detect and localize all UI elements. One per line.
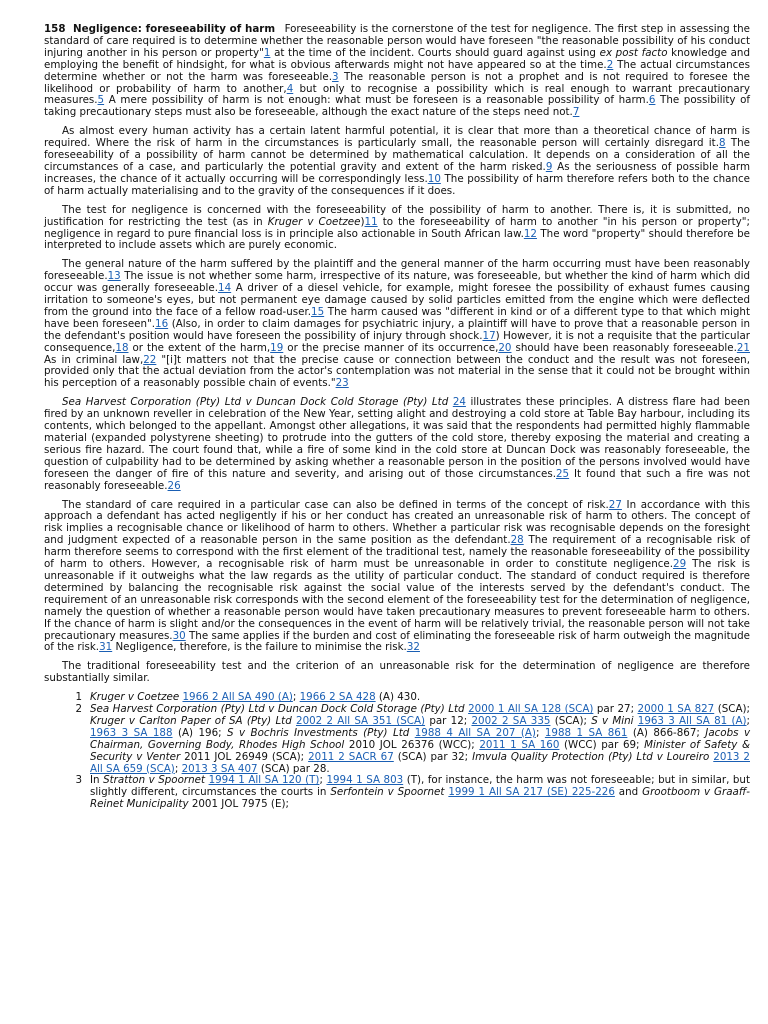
- text-run: (Also, in order to claim damages for psychiatric injury, a plaintiff will have to prove that a reasonable person in the defendant's position would have foreseen the possibility of injury through shock.: [44, 317, 750, 342]
- citation-link[interactable]: 2011 1 SA 160: [479, 738, 560, 751]
- text-run: or the precise manner of its occurrence,: [283, 341, 499, 354]
- footnote-item: [75, 703, 751, 775]
- text-run: ;: [535, 726, 545, 739]
- section-number: 158: [44, 23, 66, 35]
- footnote-list: [44, 692, 750, 811]
- document-page: [44, 24, 750, 811]
- text-run: The requirement of a recognisable risk of harm therefore seems to correspond with the first element of the traditional test, namely the reasonable foreseeability of the possibility of harm to others. However, a recognisable risk of harm must be unreasonable in order to constitute negligence.: [44, 534, 751, 571]
- text-run: The risk is unreasonable if it outweighs what the law regards as the utility of particular conduct. The standard of conduct required is therefore determined by balancing the recognisable risk against the social value of the interests served by the defendant's conduct. The requirement of an unreasonable risk corresponds with the second element of the foreseeability test for the determination of negligence, namely the question of whether a reasonable person would have taken precautionary measures to prevent foreseeable harm to others. If the chance of harm is slight and/or the consequences in the event of harm will be relatively trivial, the reasonable person will not take precautionary measures.: [44, 558, 750, 642]
- text-run: ;: [292, 691, 300, 704]
- text-run: Foreseeability is the cornerstone of the test for negligence. The first step in assessing the standard of care required is to determine whether the reasonable person would have foreseen "the reasonable possibility of his conduct injuring another in his person or property": [44, 23, 750, 59]
- text-run: 2010 JOL 26376 (WCC);: [344, 738, 480, 751]
- text-run: The foreseeability of a possibility of harm cannot be determined by mathematical calculation. It depends on a consideration of all the circumstances of a case, and particularly the potential gravity and extent of the harm risked.: [44, 137, 750, 173]
- footnote-link-3[interactable]: 3: [332, 70, 339, 83]
- footnote-link-2[interactable]: 2: [606, 58, 614, 71]
- footnote-link-5[interactable]: 5: [97, 94, 105, 107]
- text-run: A driver of a diesel vehicle, for example, might foresee the possibility of exhaust fumes causing irritation to someone's eyes, but not permanent eye damage caused by solid particles emitted from the engine which were deflected from the ground into the face of a fellow road-user.: [44, 282, 750, 318]
- footnote-link-14[interactable]: 14: [218, 282, 232, 295]
- italic-run: Grootboom v Graaff-Reinet Municipality: [90, 786, 751, 811]
- text-run: "[i]t matters not that the precise cause or connection between the conduct and the result was not foreseen, provided only that the actual deviation from the actor's contemplation was not material in the sense that it could not be brought within his perception of a reasonably possible chain of events.": [44, 353, 750, 390]
- italic-run: Stratton v Spoornet: [103, 774, 206, 787]
- text-run: The issue is not whether some harm, irrespective of its nature, was foreseeable, but whether the kind of harm which did occur was generally foreseeable.: [44, 270, 750, 295]
- text-run: The test for negligence is concerned with the foreseeability of the possibility of harm to another. There is, it is submitted, no justification for restricting the test (as in: [44, 203, 750, 228]
- text-run: The reasonable person is not a prophet and is not required to foresee the likelihood or probability of harm to another,: [44, 70, 750, 95]
- footnote-link-22[interactable]: 22: [143, 353, 157, 366]
- italic-run: Kruger v Carlton Paper of SA (Pty) Ltd: [90, 714, 292, 727]
- text-run: (A) 196;: [172, 726, 228, 739]
- paragraph-3: [44, 205, 750, 253]
- footnote-link-7[interactable]: 7: [572, 106, 580, 119]
- footnote-link-29[interactable]: 29: [673, 558, 687, 571]
- footnote-link-31[interactable]: 31: [99, 641, 113, 654]
- text-run: at the time of the incident. Courts should guard against using: [270, 46, 600, 59]
- footnote-link-24[interactable]: 24: [452, 396, 466, 409]
- footnote-link-28[interactable]: 28: [510, 534, 524, 547]
- footnote-link-21[interactable]: 21: [736, 341, 750, 354]
- italic-run: Kruger v Coetzee: [90, 691, 180, 704]
- text-run: illustrates these principles. A distress flare had been fired by an unknown reveller in celebration of the New Year, setting alight and destroying a cold store at Table Bay harbour, including its contents, which belonged to the appellant. Amongst other allegations, it was said that the respondents had permitted highly flammable material (expanded polystyrene sheeting) to protrude into the gutters of the cold store, thereby exposing the material and creating a serious fire hazard. The court found that, while a fire of some kind in the cold store at Duncan Dock was reasonably foreseeable, the question of culpability had to be determined by asking whether a reasonable person in the position of the persons involved would have foreseen the danger of fire of this nature and severity, and arising out of those circumstances.: [44, 396, 750, 480]
- text-run: As the seriousness of possible harm increases, the chance of it actually occurring will be correspondingly less.: [44, 160, 750, 185]
- footnote-link-17[interactable]: 17: [482, 329, 496, 342]
- text-run: should have been reasonably foreseeable.: [511, 341, 737, 354]
- text-run: par 27;: [593, 703, 638, 716]
- italic-run: Jacobs v Chairman, Governing Body, Rhodes High School: [90, 726, 751, 751]
- citation-link[interactable]: 2002 2 All SA 351 (SCA): [296, 714, 426, 727]
- citation-link[interactable]: 1966 2 SA 428: [299, 691, 376, 704]
- text-run: Negligence, therefore, is the failure to minimise the risk.: [112, 641, 407, 654]
- citation-link[interactable]: 2011 2 SACR 67: [308, 750, 394, 763]
- text-run: (SCA) par 28.: [257, 762, 330, 775]
- footnote-link-27[interactable]: 27: [608, 498, 622, 511]
- text-run: 2011 JOL 26949 (SCA);: [180, 750, 309, 763]
- footnote-link-20[interactable]: 20: [498, 341, 512, 354]
- italic-run: Sea Harvest Corporation (Pty) Ltd v Duncan Dock Cold Storage (Pty) Ltd: [62, 396, 449, 409]
- italic-run: S v Bochris Investments (Pty) Ltd: [227, 726, 410, 739]
- text-run: The same applies if the burden and cost of eliminating the foreseeable risk of harm outweigh the magnitude of the risk.: [44, 629, 751, 654]
- paragraph-4: [44, 259, 750, 390]
- footnote-link-18[interactable]: 18: [115, 341, 129, 354]
- italic-run: Serfontein v Spoornet: [330, 786, 445, 799]
- footnote-link-32[interactable]: 32: [406, 641, 420, 654]
- paragraph-5: [44, 397, 750, 492]
- text-run: or the extent of the harm,: [128, 341, 271, 354]
- text-run: The traditional foreseeability test and the criterion of an unreasonable risk for the determination of negligence are therefore substantially similar.: [44, 660, 750, 685]
- footnote-link-1[interactable]: 1: [263, 46, 271, 59]
- italic-run: Imvula Quality Protection (Pty) Ltd v Loureiro: [472, 750, 710, 763]
- footnote-link-6[interactable]: 6: [648, 94, 656, 107]
- text-run: par 12;: [425, 714, 472, 727]
- text-run: 2001 JOL 7975 (E);: [188, 798, 289, 811]
- text-run: ;: [746, 714, 751, 727]
- text-run: ;: [319, 774, 327, 787]
- italic-run: ex post facto: [599, 46, 668, 59]
- text-run: In: [90, 774, 104, 787]
- text-run: (T), for instance, the harm was not foreseeable; but in similar, but slightly different, circumstances the courts in: [90, 774, 750, 799]
- italic-run: S v Mini: [591, 714, 634, 727]
- citation-link[interactable]: 2013 2 All SA 659 (SCA): [90, 750, 750, 775]
- footnote-number: 2: [75, 703, 82, 716]
- footnote-link-12[interactable]: 12: [523, 227, 537, 240]
- text-run: (SCA);: [550, 714, 592, 727]
- text-run: The actual circumstances determine whether or not the harm was foreseeable.: [44, 58, 750, 83]
- citation-link[interactable]: 1999 1 All SA 217 (SE) 225-226: [448, 786, 615, 799]
- text-run: The general nature of the harm suffered by the plaintiff and the general manner of the harm occurring must have been reasonably foreseeable.: [44, 258, 750, 283]
- citation-link[interactable]: 2000 1 SA 827: [637, 703, 715, 716]
- citation-link[interactable]: 1988 4 All SA 207 (A): [414, 726, 536, 739]
- paragraph-2: [44, 126, 750, 197]
- text-run: A mere possibility of harm is not enough: what must be foreseen is a reasonable possibility of harm.: [104, 94, 649, 107]
- footnote-link-10[interactable]: 10: [427, 172, 441, 185]
- footnote-link-19[interactable]: 19: [270, 341, 284, 354]
- text-run: ) However, it is not a requisite that the particular consequence,: [44, 329, 750, 354]
- text-run: (SCA) par 32;: [393, 750, 473, 763]
- text-run: knowledge and employing the benefit of hindsight, for what is obvious afterwards might not have appeared so at the time.: [44, 46, 750, 71]
- text-run: ): [360, 215, 365, 228]
- text-run: It found that such a fire was not reasonably foreseeable.: [44, 467, 750, 492]
- citation-link[interactable]: 2002 2 SA 335: [471, 714, 551, 727]
- italic-run: Minister of Safety & Security v Venter: [90, 738, 751, 763]
- footnote-link-15[interactable]: 15: [311, 305, 325, 318]
- text-run: ;: [174, 762, 182, 775]
- footnote-link-25[interactable]: 25: [555, 467, 570, 480]
- paragraph-7: [44, 661, 750, 685]
- text-run: As in criminal law,: [44, 353, 144, 366]
- text-run: and: [614, 786, 643, 799]
- footnote-link-11[interactable]: 11: [364, 215, 378, 228]
- text-run: (SCA);: [714, 703, 751, 716]
- footnote-item: [75, 774, 751, 811]
- paragraph-body: [44, 23, 750, 118]
- text-run: but only to recognise a possibility which is real enough to warrant precautionary measures.: [44, 82, 751, 107]
- text-run: The word "property" should therefore be interpreted to include assets which are purely economic.: [44, 227, 750, 252]
- text-run: In accordance with this approach a defendant has acted negligently if his or her conduct has created an unreasonable risk of harm to others. The concept of risk implies a recognisable chance or likelihood of harm to others. Whether a particular risk was recognisable depends on the foresight and judgment expected of a reasonable person in the same position as the defendant.: [44, 498, 750, 547]
- footnote-link-8[interactable]: 8: [718, 137, 726, 150]
- footnote-link-4[interactable]: 4: [286, 82, 294, 95]
- citation-link[interactable]: 1963 3 SA 188: [90, 726, 173, 739]
- text-run: (WCC) par 69;: [559, 738, 645, 751]
- footnote-link-26[interactable]: 26: [167, 479, 181, 492]
- paragraph-1: [44, 24, 750, 119]
- text-run: As almost every human activity has a certain latent harmful potential, it is clear that more than a theoretical chance of harm is required. Where the risk of harm in the circumstances is particularly small, the reasonable person will certainly disregard it.: [44, 125, 750, 150]
- citation-link[interactable]: 2013 3 SA 407: [181, 762, 258, 775]
- footnote-number: 1: [75, 691, 82, 704]
- citation-link[interactable]: 1963 3 All SA 81 (A): [637, 714, 747, 727]
- text-run: (A) 430.: [375, 691, 421, 704]
- text-run: The possibility of taking precautionary steps must also be foreseeable, although the exact nature of the steps need not.: [44, 94, 751, 119]
- text-run: to the foreseeability of harm to another "in his person or property"; negligence in regard to pure financial loss is in principle also actionable in South African law.: [44, 215, 750, 240]
- footnote-link-23[interactable]: 23: [335, 377, 349, 390]
- text-run: The possibility of harm therefore refers both to the chance of harm actually materialising and to the gravity of the consequences if it does.: [44, 172, 750, 197]
- footnote-link-16[interactable]: 16: [155, 317, 169, 330]
- citation-link[interactable]: 1966 2 All SA 490 (A): [182, 691, 293, 704]
- text-run: The standard of care required in a particular case can also be defined in terms of the concept of risk.: [62, 498, 609, 511]
- italic-run: Kruger v Coetzee: [267, 215, 361, 228]
- footnote-link-30[interactable]: 30: [172, 629, 186, 642]
- section-title: Negligence: foreseeability of harm: [72, 23, 276, 35]
- footnote-link-9[interactable]: 9: [545, 160, 553, 173]
- citation-link[interactable]: 1988 1 SA 861: [544, 726, 628, 739]
- footnote-number: 3: [75, 774, 82, 787]
- citation-link[interactable]: 1994 1 SA 803: [326, 774, 404, 787]
- citation-link[interactable]: 2000 1 All SA 128 (SCA): [468, 703, 594, 716]
- text-run: The harm caused was "different in kind or of a different type to that which might have been foreseen".: [44, 305, 750, 330]
- footnote-link-13[interactable]: 13: [107, 270, 121, 283]
- text-run: (A) 866-867;: [627, 726, 706, 739]
- citation-link[interactable]: 1994 1 All SA 120 (T): [208, 774, 320, 787]
- italic-run: Sea Harvest Corporation (Pty) Ltd v Duncan Dock Cold Storage (Pty) Ltd: [90, 703, 465, 716]
- paragraph-6: [44, 500, 750, 655]
